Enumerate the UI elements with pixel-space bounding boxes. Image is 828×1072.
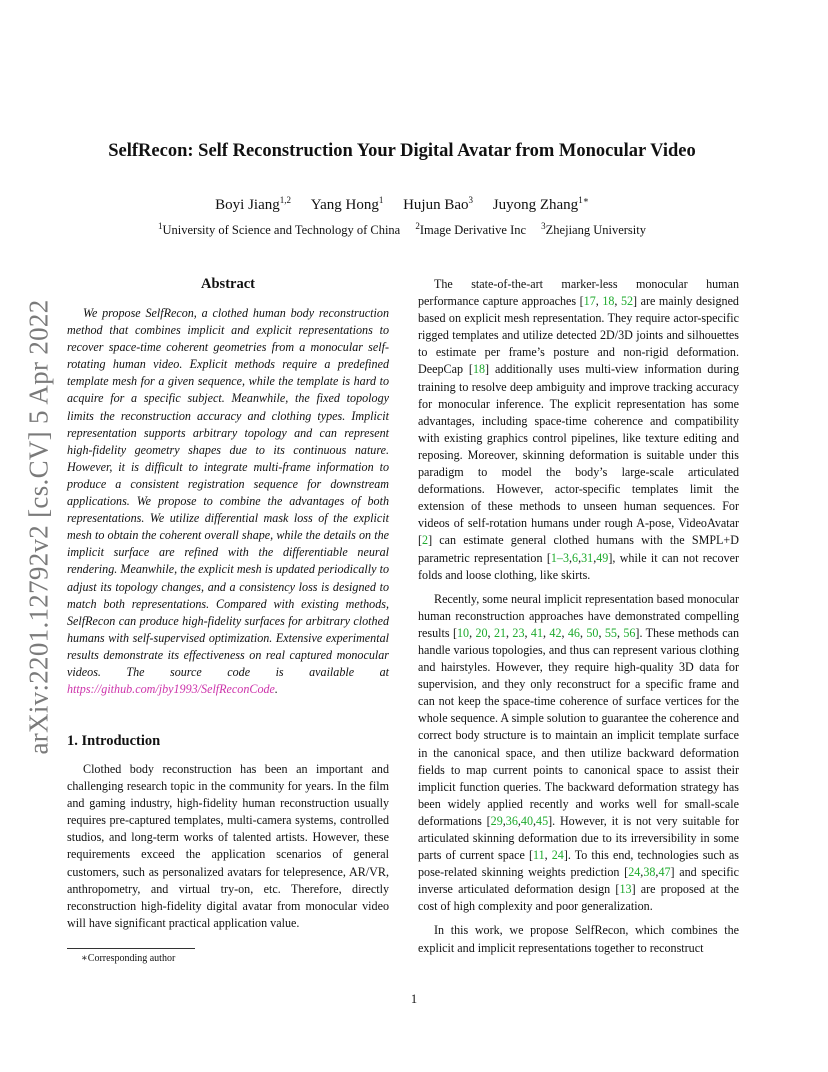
affiliation: $^3$Zhejiang University xyxy=(541,221,646,238)
citation-link[interactable]: 45 xyxy=(536,813,549,828)
author: Juyong Zhang$^{1∗}$ xyxy=(492,195,589,213)
footnote: ∗Corresponding author xyxy=(81,953,176,964)
citation-link[interactable]: 18 xyxy=(472,362,486,377)
page-number: 1 xyxy=(410,992,418,1006)
citation-link[interactable]: 1–3 xyxy=(550,550,569,565)
citation-link[interactable]: 21 xyxy=(493,625,507,640)
abstract-heading: Abstract xyxy=(201,276,255,292)
citation-link[interactable]: 46 xyxy=(567,625,580,640)
citation-link[interactable]: 42 xyxy=(549,625,562,640)
right-column xyxy=(418,276,739,957)
citation-link[interactable]: 41 xyxy=(530,625,543,640)
citation-link[interactable]: 20 xyxy=(475,625,488,640)
abstract-text: We propose SelfRecon, a clothed human body reconstruction method that combines implicit and explicit representations to recover space-time coherent geometries from a monocular self-rotating human video. Explicit methods require a predefined template mesh for a given sequence, while the template is hard to acquire for a specific subject. Meanwhile, the fixed topology limits the reconstruction accuracy and clothing types. Implicit representation supports arbitrary topology and can represent high-fidelity geometry shapes due to its continuous nature. However, it is difficult to integrate multi-frame information to produce a consistent registration sequence for downstream applications. We propose to combine the advantages of both representations. We utilize differential mask loss of the explicit mesh to obtain the coherent overall shape, while the details on the implicit surface are refined with the differentiable neural rendering. Meanwhile, the explicit mesh is updated periodically to adjust its topology changes, and a consistency loss is designed to match both representations. Compared with existing methods, SelfRecon can produce high-fidelity surfaces for arbitrary clothed humans with self-supervised optimization. Extensive experimental results demonstrate its effectiveness on real captured monocular videos. The source code is available at https://github.com/jby1993/SelfReconCode. xyxy=(67,306,389,697)
citation-link[interactable]: 52 xyxy=(620,294,634,309)
citation-link[interactable]: 56 xyxy=(623,625,636,640)
citation-link[interactable]: 36 xyxy=(505,813,518,828)
citation-link[interactable]: 38 xyxy=(643,865,656,880)
citation-link[interactable]: 55 xyxy=(604,625,617,640)
citation-link[interactable]: 31 xyxy=(581,550,594,565)
affiliation-list xyxy=(40,221,764,238)
author-list xyxy=(40,195,764,214)
paragraph: The state-of-the-art marker-less monocular human performance capture approaches [17, 18, 52] are mainly designed based on explicit mesh representation. They require actor-specific rigged templates and utilize detected 2D/3D joints and silhouettes to estimate per frame’s posture and non-rigid deformation. DeepCap [18] additionally uses multi-view information during training to resolve deep ambiguity and improve tracking accuracy for monocular inference. The explicit representation has some advantages, including space-time coherence and compatibility with existing graphics control pipelines, like texture editing and reposing. Moreover, skinning deformation is suitable under this paradigm to model the body’s large-scale articulated deformations. However, actor-specific templates limit the extension of these methods to unseen human sequences. For videos of self-rotation humans under rough A-pose, VideoAvatar [2] can estimate general clothed humans with the SMPL+D parametric representation [1–3,6,31,49], while it can not recover folds and loose clothing, like skirts. xyxy=(418,277,740,582)
paragraph: Recently, some neural implicit representation based monocular human reconstruction approaches have demonstrated compelling results [10, 20, 21, 23, 41, 42, 46, 50, 55, 56]. These methods can handle various topologies, and thus can represent various clothing and hairstyles. However, they require high-quality 3D data for supervision, and they only reconstruct for a specific frame and can not keep the space-time coherence of surface vertices for the whole sequence. A simple solution to guarantee the coherence and correct body structure is to maintain an implicit template surface in the canonical space, and then utilize backward deformation fields to map current points to canonical space to assist their implicit function queries. The backward deformation strategy has been widely applied recently and works well for small-scale deformations [29,36,40,45]. However, it is not very suitable for articulated skinning deformation due to its irreversibility in some parts of current space [11, 24]. To this end, technologies such as pose-related skinning weights prediction [24,38,47] and specific inverse articulated deformation design [13] are proposed at the cost of high complexity and poor generalization. xyxy=(418,591,740,914)
affiliation: $^2$Image Derivative Inc xyxy=(415,221,527,238)
paper-title: SelfRecon: Self Reconstruction Your Digital Avatar from Monocular Video xyxy=(108,141,696,161)
citation-link[interactable]: 24 xyxy=(551,848,564,863)
introduction-heading: 1. Introduction xyxy=(67,733,161,749)
author: Yang Hong$^1$ xyxy=(310,195,384,213)
citation-link[interactable]: 50 xyxy=(586,625,599,640)
citation-link[interactable]: 17 xyxy=(583,294,596,309)
citation-link[interactable]: 10 xyxy=(456,625,470,640)
citation-link[interactable]: 29 xyxy=(490,813,503,828)
citation-link[interactable]: 23 xyxy=(512,625,525,640)
author: Boyi Jiang$^{1,2}$ xyxy=(215,195,292,213)
arxiv-identifier: arXiv:2201.12792v2 [cs.CV] 5 Apr 2022 xyxy=(23,299,54,755)
citation-link[interactable]: 11 xyxy=(533,848,545,863)
citation-link[interactable]: 6 xyxy=(572,550,579,565)
author: Hujun Bao$^3$ xyxy=(403,195,474,213)
citation-link[interactable]: 49 xyxy=(596,550,609,565)
citation-link[interactable]: 47 xyxy=(658,865,671,880)
citation-link[interactable]: 24 xyxy=(628,865,641,880)
citation-link[interactable]: 13 xyxy=(619,882,632,897)
footnote-divider xyxy=(67,948,195,949)
paragraph: In this work, we propose SelfRecon, which combines the explicit and implicit representations together to reconstruct xyxy=(418,923,739,955)
citation-link[interactable]: 40 xyxy=(520,813,533,828)
source-code-link[interactable]: https://github.com/jby1993/SelfReconCode xyxy=(67,682,275,697)
citation-link[interactable]: 2 xyxy=(422,533,429,548)
affiliation: $^1$University of Science and Technology of China xyxy=(157,221,401,238)
citation-link[interactable]: 18 xyxy=(602,294,615,309)
introduction-paragraph: Clothed body reconstruction has been an important and challenging research topic in the community for years. In the film and gaming industry, high-fidelity human reconstruction usually requires pre-captured templates, multi-camera systems, controlled studios, and long-term works of talented artists. However, these requirements exceed the application scenarios of general customers, such as personalized avatars for telepresence, AR/VR, anthropometry, and virtual try-on, etc. Therefore, directly reconstruction high-fidelity digital avatar from monocular video will have significant practical application value. xyxy=(67,762,389,930)
